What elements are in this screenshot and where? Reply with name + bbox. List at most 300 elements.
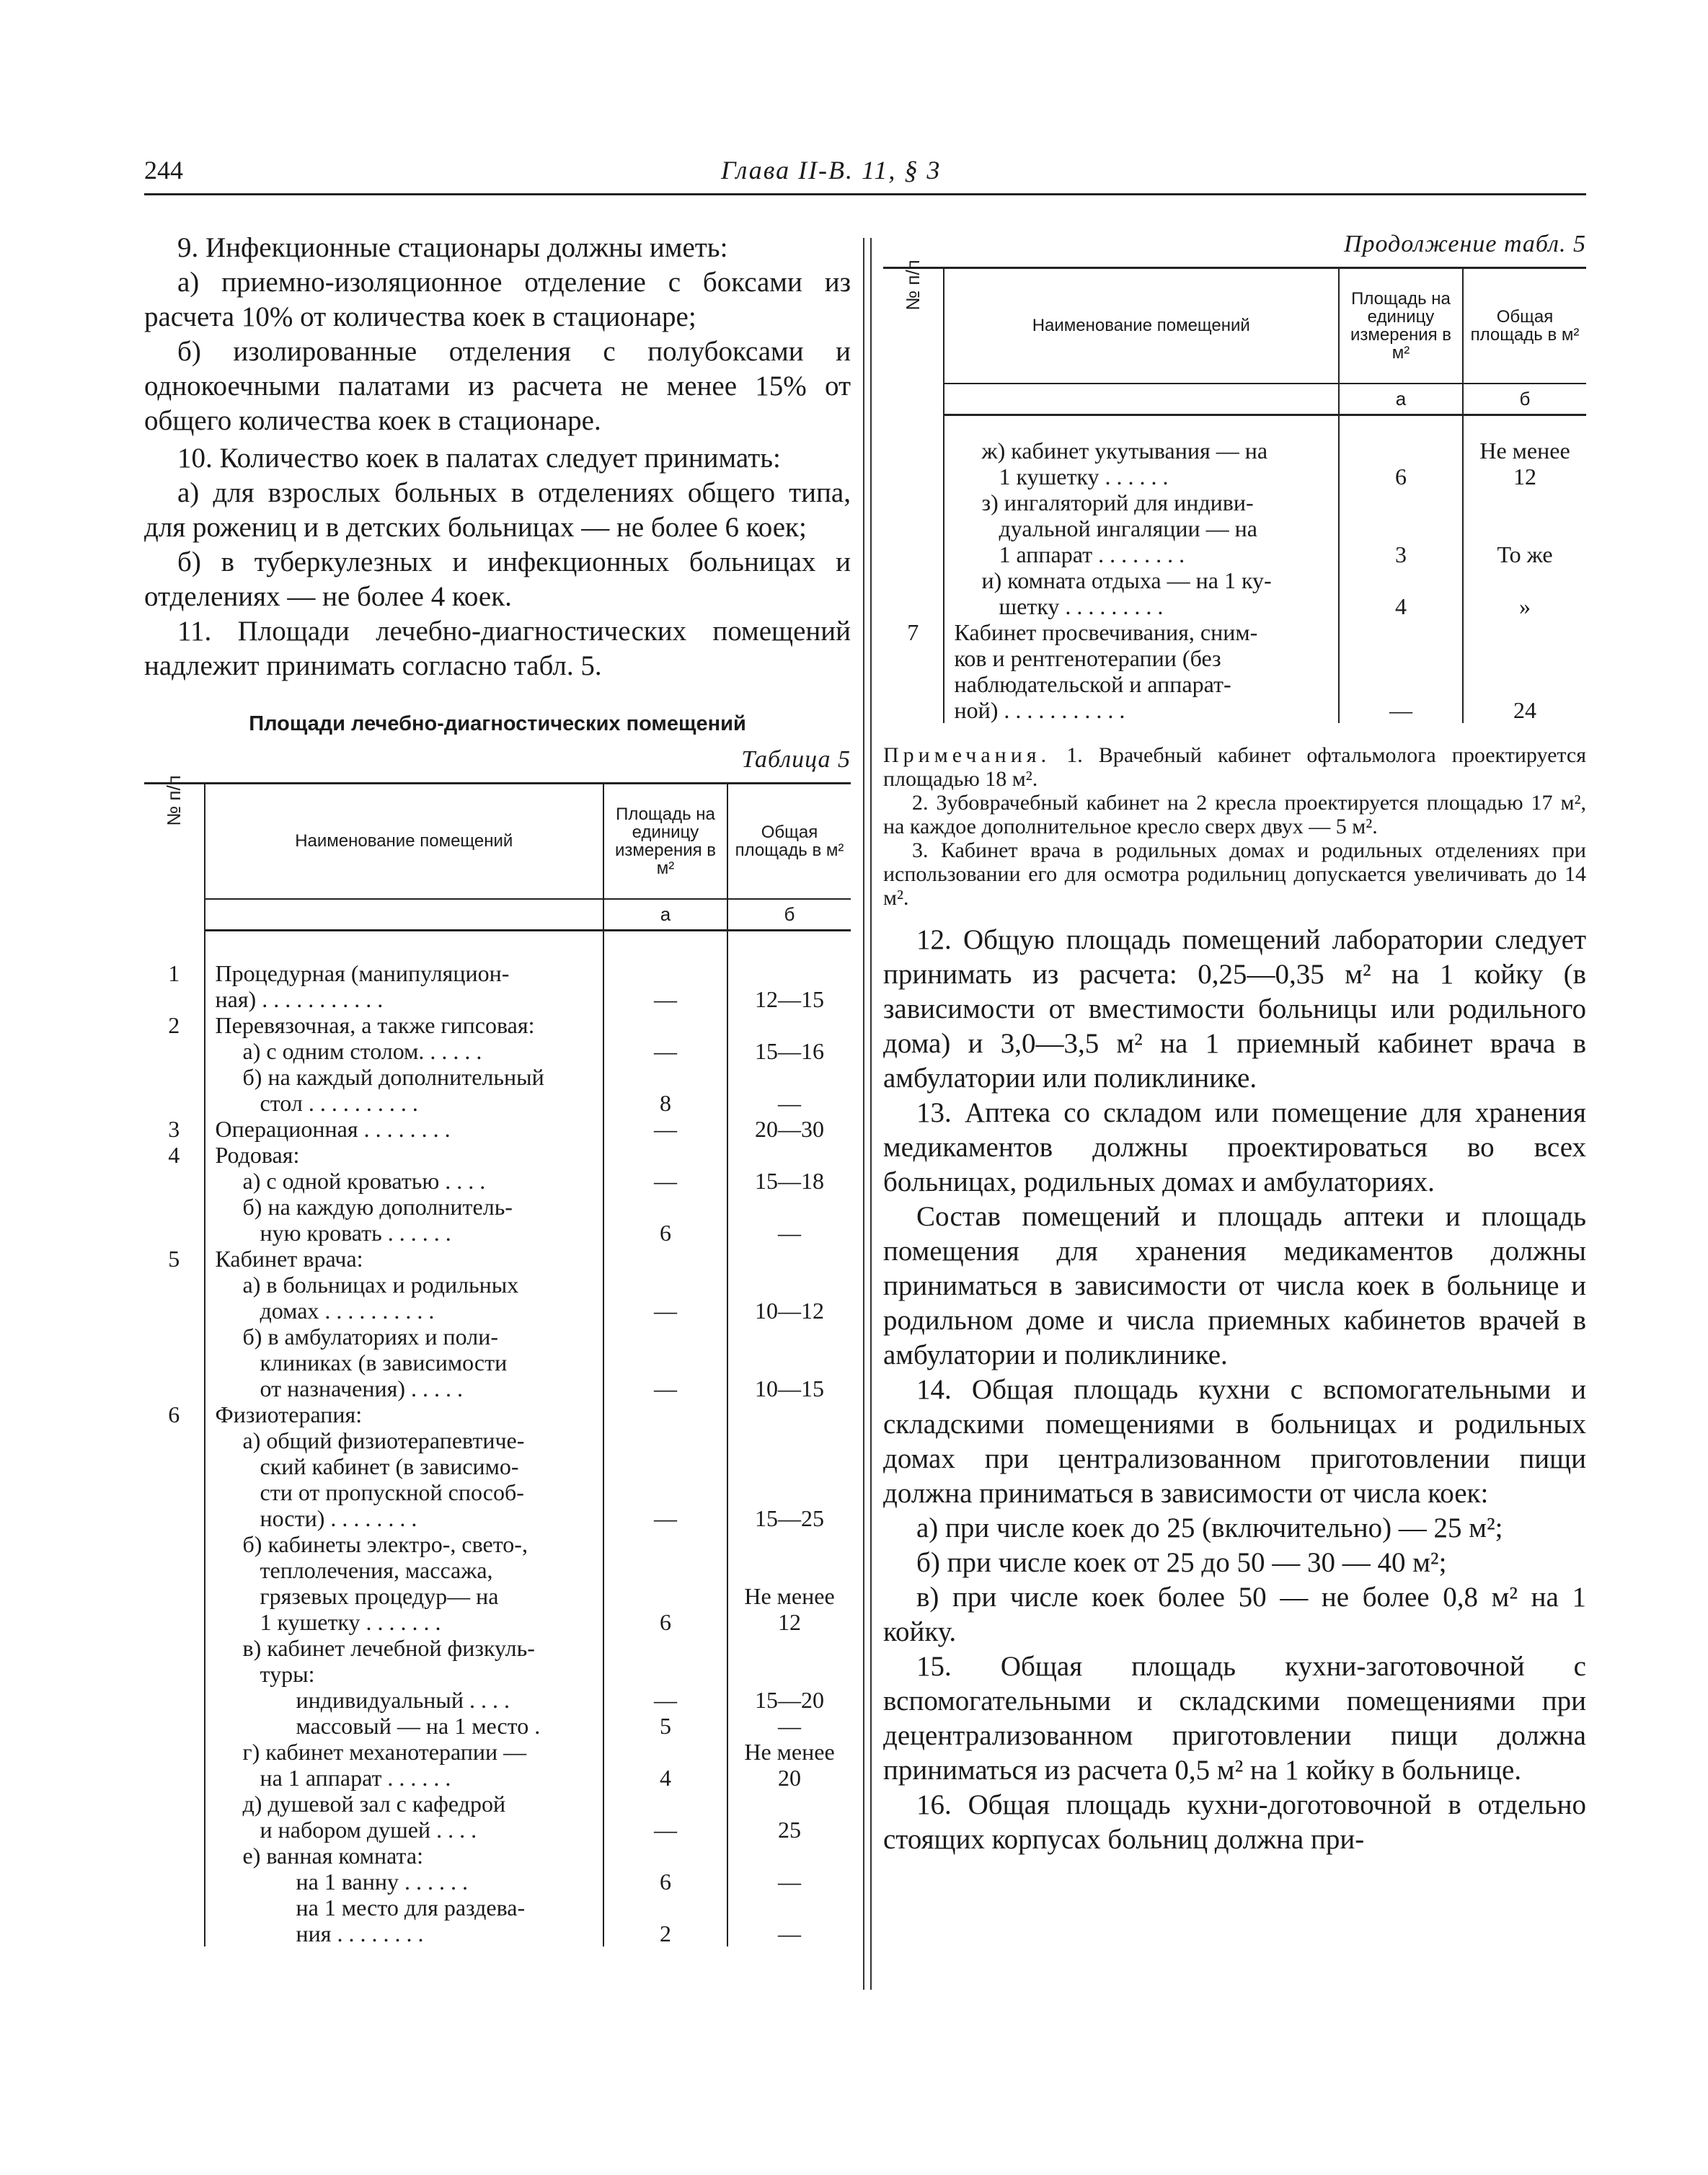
row-total-area-text: 15—16 <box>755 1037 824 1064</box>
row-unit-area <box>1339 464 1463 490</box>
row-total-area <box>727 1687 851 1713</box>
row-number <box>144 1713 205 1739</box>
row-name-text: наблюдательской и аппарат- <box>954 670 1231 697</box>
row-unit-area-text: — <box>654 1686 677 1713</box>
table-row <box>144 1350 851 1376</box>
row-unit-area <box>603 1064 727 1090</box>
row-name-text: от назначения) . . . . . <box>242 1375 463 1401</box>
row-total-area <box>727 1116 851 1142</box>
row-name <box>944 438 1340 464</box>
row-number <box>144 1895 205 1921</box>
table-row <box>144 1921 851 1946</box>
row-total-area <box>1463 619 1586 645</box>
row-total-area <box>727 960 851 986</box>
row-name-text: ной) . . . . . . . . . . . <box>954 696 1125 723</box>
row-total-area <box>727 986 851 1012</box>
table-row <box>144 1479 851 1505</box>
header-col-a: а <box>1339 384 1463 415</box>
row-name-text: массовый — на 1 место . <box>296 1712 541 1739</box>
row-number <box>144 1739 205 1765</box>
row-name <box>205 1168 604 1194</box>
table-row <box>144 960 851 986</box>
row-unit-area <box>603 1298 727 1324</box>
row-unit-area-text: — <box>654 1816 677 1843</box>
row-number-text: 7 <box>907 619 919 645</box>
row-unit-area <box>603 1220 727 1246</box>
row-number <box>883 645 944 671</box>
table-row <box>144 1012 851 1038</box>
row-name <box>205 1064 604 1090</box>
row-number <box>144 1220 205 1246</box>
row-name-text: на 1 ванну . . . . . . <box>296 1868 468 1895</box>
row-name-text: ков и рентгенотерапии (без <box>954 644 1221 671</box>
row-name <box>205 1427 604 1453</box>
row-total-area <box>727 1194 851 1220</box>
row-total-area <box>727 1142 851 1168</box>
row-number <box>144 1324 205 1350</box>
notes <box>883 743 1586 910</box>
row-total-area <box>1463 515 1586 541</box>
row-unit-area <box>603 1168 727 1194</box>
row-total-area-text: » <box>1519 593 1531 619</box>
row-name-text: стол . . . . . . . . . . <box>242 1089 418 1116</box>
row-unit-area <box>1339 697 1463 723</box>
row-total-area <box>727 1661 851 1687</box>
table-row <box>144 1090 851 1116</box>
table-spacer-row <box>883 415 1586 438</box>
row-number <box>883 567 944 593</box>
row-number <box>883 671 944 697</box>
row-unit-area <box>603 960 727 986</box>
row-name <box>205 1687 604 1713</box>
row-number <box>883 464 944 490</box>
note: 2. Зубоврачебный кабинет на 2 кресла проектируется площадью 17 м², на каждое дополнительное кресло сверх двух — 5 м². <box>883 790 1586 838</box>
row-number <box>144 1531 205 1557</box>
row-unit-area <box>603 1194 727 1220</box>
row-unit-area <box>603 1453 727 1479</box>
row-unit-area <box>603 1661 727 1687</box>
table-row <box>144 1869 851 1895</box>
row-total-area <box>727 1895 851 1921</box>
running-title: Глава II-В. 11, § 3 <box>721 156 942 185</box>
row-name-text: а) с одной кроватью . . . . <box>242 1167 486 1194</box>
row-number <box>144 1401 205 1427</box>
row-name <box>205 1479 604 1505</box>
table-body <box>144 930 851 1946</box>
row-name-text: теплолечения, массажа, <box>242 1556 493 1583</box>
row-name <box>205 1376 604 1401</box>
row-total-area-text: — <box>778 1712 801 1739</box>
table-row <box>883 541 1586 567</box>
table-row <box>883 464 1586 490</box>
row-unit-area <box>1339 671 1463 697</box>
row-number <box>144 986 205 1012</box>
spacer-cell <box>1339 415 1463 438</box>
row-unit-area <box>603 986 727 1012</box>
row-total-area <box>727 1531 851 1557</box>
row-total-area <box>727 1298 851 1324</box>
row-name-text: ная) . . . . . . . . . . . <box>215 985 384 1012</box>
table-row <box>883 593 1586 619</box>
row-name-text: Операционная . . . . . . . . <box>215 1115 451 1142</box>
row-name <box>205 1505 604 1531</box>
row-number <box>144 1298 205 1324</box>
row-name <box>205 1609 604 1635</box>
row-total-area <box>727 1220 851 1246</box>
row-total-area <box>727 1583 851 1609</box>
row-name-text: е) ванная комната: <box>242 1842 423 1869</box>
row-number-text: 2 <box>168 1011 180 1038</box>
paragraph: 13. Аптека со складом или помещение для хранения медикаментов должны проектироваться во всех больницах, родильных домах и амбулаториях. <box>883 1097 1586 1197</box>
row-name <box>205 1038 604 1064</box>
row-unit-area-text: 6 <box>660 1219 671 1246</box>
row-unit-area <box>603 1038 727 1064</box>
row-unit-area <box>603 1921 727 1946</box>
row-number <box>144 1479 205 1505</box>
paragraph: 12. Общую площадь помещений лаборатории следует принимать из расчета: 0,25—0,35 м² на 1 койку (в зависимости от вместимости больницы или родильного дома) и 3,0—3,5 м² на 1 приемный кабинет врача в амбулатории или поликлинике. <box>883 923 1586 1094</box>
row-total-area <box>727 1246 851 1272</box>
row-name-text: шетку . . . . . . . . . <box>981 593 1164 619</box>
row-number <box>144 1843 205 1869</box>
row-number <box>144 1791 205 1817</box>
row-total-area-text: 10—12 <box>755 1297 824 1324</box>
row-name-text: д) душевой зал с кафедрой <box>242 1790 506 1817</box>
row-name <box>205 1194 604 1220</box>
table-row <box>883 490 1586 515</box>
table-row <box>144 1817 851 1843</box>
paragraph: 9. Инфекционные стационары должны иметь: <box>177 232 728 263</box>
spacer-cell <box>944 415 1340 438</box>
row-unit-area <box>603 1142 727 1168</box>
row-unit-area <box>1339 567 1463 593</box>
row-name-text: б) на каждую дополнитель- <box>242 1193 513 1220</box>
row-total-area <box>727 1635 851 1661</box>
table-row <box>144 986 851 1012</box>
spacer-cell <box>603 930 727 960</box>
row-unit-area <box>603 1713 727 1739</box>
header-col-a: а <box>603 899 727 931</box>
row-name <box>205 1246 604 1272</box>
row-unit-area-text: 5 <box>660 1712 671 1739</box>
row-total-area <box>1463 567 1586 593</box>
row-number <box>144 1350 205 1376</box>
row-name-text: дуальной ингаляции — на <box>981 515 1257 541</box>
spacer-cell <box>205 930 604 960</box>
row-name <box>205 1635 604 1661</box>
table-5-continued <box>883 260 1586 723</box>
table-row <box>883 697 1586 723</box>
header-num: № п/п <box>883 268 944 415</box>
row-name <box>205 1220 604 1246</box>
row-total-area <box>727 1557 851 1583</box>
row-name <box>944 490 1340 515</box>
table-row <box>144 1401 851 1427</box>
row-name-text: б) кабинеты электро-, свето-, <box>242 1531 528 1557</box>
row-unit-area <box>1339 645 1463 671</box>
row-number-text: 4 <box>168 1141 180 1168</box>
row-total-area-text: — <box>778 1089 801 1116</box>
row-number <box>144 1765 205 1791</box>
table-row <box>144 1687 851 1713</box>
row-name <box>205 1895 604 1921</box>
row-total-area-text: Не менее <box>744 1738 835 1765</box>
row-total-area <box>727 1038 851 1064</box>
row-total-area <box>727 1791 851 1817</box>
row-name <box>944 697 1340 723</box>
row-total-area-text: 20 <box>778 1764 801 1791</box>
row-number <box>144 1505 205 1531</box>
row-name <box>205 1765 604 1791</box>
row-name-text: ную кровать . . . . . . <box>242 1219 451 1246</box>
row-name <box>205 1012 604 1038</box>
note: 1. Врачебный кабинет офтальмолога проектируется площадью 18 м². <box>883 743 1586 791</box>
table-row <box>883 645 1586 671</box>
table-row <box>144 1116 851 1142</box>
row-unit-area <box>603 1765 727 1791</box>
row-name <box>944 645 1340 671</box>
continuation-label: Продолжение табл. 5 <box>1343 231 1586 257</box>
column-divider <box>863 238 864 1990</box>
row-name-text: з) ингаляторий для индиви- <box>981 489 1254 515</box>
row-number <box>144 1557 205 1583</box>
row-unit-area-text: — <box>654 1375 677 1401</box>
table-row <box>144 1194 851 1220</box>
row-unit-area-text: 6 <box>660 1868 671 1895</box>
row-name-text: на 1 аппарат . . . . . . <box>242 1764 451 1791</box>
table-row <box>144 1064 851 1090</box>
row-name <box>205 1090 604 1116</box>
row-name-text: Кабинет врача: <box>215 1245 363 1272</box>
row-number <box>144 1687 205 1713</box>
paragraph: а) для взрослых больных в отделениях общего типа, для рожениц и в детских больницах — не более 6 коек; <box>144 477 851 543</box>
row-number <box>144 1064 205 1090</box>
table-row <box>144 1895 851 1921</box>
row-number <box>144 1609 205 1635</box>
table-row <box>144 1843 851 1869</box>
row-total-area <box>1463 671 1586 697</box>
table-row <box>144 1324 851 1350</box>
row-number <box>144 1012 205 1038</box>
row-total-area <box>727 1427 851 1453</box>
row-name <box>205 1116 604 1142</box>
table-row <box>144 1583 851 1609</box>
row-number <box>144 1194 205 1220</box>
row-name-text: б) на каждый дополнительный <box>242 1063 544 1090</box>
row-number <box>144 1817 205 1843</box>
row-number <box>144 1090 205 1116</box>
table-body <box>883 415 1586 723</box>
row-name-text: 1 кушетку . . . . . . <box>981 463 1169 490</box>
row-number <box>144 1038 205 1064</box>
row-unit-area <box>603 1869 727 1895</box>
row-total-area-text: — <box>778 1219 801 1246</box>
row-total-area-text: То же <box>1497 541 1553 567</box>
row-name <box>205 1557 604 1583</box>
column-divider <box>870 238 872 1990</box>
row-unit-area <box>603 1427 727 1453</box>
row-name-text: и) комната отдыха — на 1 ку- <box>981 567 1272 593</box>
row-unit-area <box>603 1116 727 1142</box>
row-unit-area <box>1339 541 1463 567</box>
paragraph: 15. Общая площадь кухни-заготовочной с вспомогательными и складскими помещениями при децентрализованном приготовлении пищи должна приниматься из расчета 0,5 м² на 1 койку в больнице. <box>883 1650 1586 1786</box>
table-row <box>144 1038 851 1064</box>
row-name-text: Физиотерапия: <box>215 1401 363 1427</box>
row-number <box>144 1142 205 1168</box>
table-row <box>144 1713 851 1739</box>
row-unit-area-text: — <box>654 985 677 1012</box>
row-number <box>883 619 944 645</box>
table-row <box>144 1739 851 1765</box>
row-number <box>144 1168 205 1194</box>
row-name <box>205 1350 604 1376</box>
row-name <box>205 1583 604 1609</box>
row-total-area-text: 15—20 <box>755 1686 824 1713</box>
spacer-cell <box>727 930 851 960</box>
header-total-area: Общая площадь в м² <box>727 784 851 899</box>
table-row <box>144 1531 851 1557</box>
row-total-area <box>727 1869 851 1895</box>
paragraph: 11. Площади лечебно-диагностических помещений надлежит принимать согласно табл. 5. <box>144 616 851 681</box>
row-number-text: 1 <box>168 960 180 986</box>
row-total-area <box>727 1765 851 1791</box>
row-number <box>144 1272 205 1298</box>
table-row <box>883 671 1586 697</box>
row-unit-area <box>603 1609 727 1635</box>
row-unit-area <box>603 1895 727 1921</box>
header-num: № п/п <box>144 784 205 931</box>
paragraph: Состав помещений и площадь аптеки и площадь помещения для хранения медикаментов должны приниматься в зависимости от числа коек в больнице и родильном доме и числа приемных кабинетов врачей в амбулатории и поликлинике. <box>883 1200 1586 1370</box>
row-total-area-text: Не менее <box>744 1582 835 1609</box>
row-name <box>944 515 1340 541</box>
row-unit-area-text: — <box>654 1297 677 1324</box>
row-name-text: ния . . . . . . . . <box>296 1920 424 1946</box>
row-name <box>944 464 1340 490</box>
row-name <box>944 619 1340 645</box>
row-name-text: в) кабинет лечебной физкуль- <box>242 1634 535 1661</box>
table-spacer-row <box>144 930 851 960</box>
row-total-area <box>1463 541 1586 567</box>
row-unit-area-text: 3 <box>1395 541 1407 567</box>
spacer-cell <box>1463 415 1586 438</box>
right-column <box>883 231 1586 1857</box>
row-number-text: 5 <box>168 1245 180 1272</box>
row-unit-area <box>603 1817 727 1843</box>
row-name <box>205 1843 604 1869</box>
row-unit-area <box>603 1687 727 1713</box>
header-rule <box>144 193 1586 195</box>
row-total-area <box>727 1921 851 1946</box>
row-unit-area-text: — <box>654 1505 677 1531</box>
row-number <box>144 1869 205 1895</box>
row-total-area <box>727 1817 851 1843</box>
row-number <box>883 593 944 619</box>
row-total-area <box>727 1505 851 1531</box>
row-name <box>205 1324 604 1350</box>
row-name-text: клиниках (в зависимости <box>242 1349 508 1376</box>
row-name-text: а) общий физиотерапевтиче- <box>242 1427 525 1453</box>
row-total-area-text: 15—25 <box>755 1505 824 1531</box>
table-row <box>144 1661 851 1687</box>
table-row <box>144 1791 851 1817</box>
row-number <box>144 1921 205 1946</box>
header-spacer <box>205 899 604 931</box>
row-number <box>144 1661 205 1687</box>
row-unit-area <box>1339 593 1463 619</box>
row-name-text: туры: <box>242 1660 315 1687</box>
row-name <box>205 1272 604 1298</box>
table-row <box>883 567 1586 593</box>
row-total-area <box>727 1609 851 1635</box>
table-row <box>144 1246 851 1272</box>
row-name <box>205 1298 604 1324</box>
paragraph: б) изолированные отделения с полубоксами и однокоечными палатами из расчета не менее 15% от общего количества коек в стационаре. <box>144 336 851 436</box>
row-total-area-text: 24 <box>1513 696 1536 723</box>
header-col-b: б <box>1463 384 1586 415</box>
row-total-area-text: 12—15 <box>755 985 824 1012</box>
row-total-area <box>727 1012 851 1038</box>
row-name <box>944 567 1340 593</box>
table-5 <box>144 775 851 1946</box>
row-unit-area <box>603 1635 727 1661</box>
spacer-cell <box>883 415 944 438</box>
row-total-area <box>727 1272 851 1298</box>
row-total-area <box>727 1453 851 1479</box>
row-total-area <box>727 1401 851 1427</box>
note: 3. Кабинет врача в родильных домах и родильных отделениях при использовании его для осмотра родильниц допускается увеличивать до 14 м². <box>883 838 1586 910</box>
paragraph: б) в туберкулезных и инфекционных больницах и отделениях — не более 4 коек. <box>144 546 851 612</box>
table-row <box>144 1557 851 1583</box>
paragraph: а) приемно-изоляционное отделение с боксами из расчета 10% от количества коек в стационаре; <box>144 267 851 332</box>
row-total-area <box>727 1324 851 1350</box>
paragraph: 10. Количество коек в палатах следует принимать: <box>177 443 781 474</box>
row-name-text: ности) . . . . . . . . <box>242 1505 417 1531</box>
row-number-text: 3 <box>168 1115 180 1142</box>
row-number <box>144 1427 205 1453</box>
row-total-area-text: 12 <box>1513 463 1536 490</box>
row-unit-area <box>603 1090 727 1116</box>
row-unit-area <box>603 1012 727 1038</box>
row-unit-area <box>603 1246 727 1272</box>
row-name-text: ж) кабинет укутывания — на <box>981 437 1268 464</box>
left-column <box>144 231 851 1946</box>
row-name-text: 1 кушетку . . . . . . . <box>242 1608 441 1635</box>
row-name-text: Родовая: <box>215 1141 300 1168</box>
row-name <box>205 1713 604 1739</box>
paragraph: в) при числе коек более 50 — не более 0,8 м² на 1 койку. <box>883 1581 1586 1647</box>
table-row <box>144 1298 851 1324</box>
paragraph: 14. Общая площадь кухни с вспомогательными и складскими помещениями в больницах и родильных домах при централизованном приготовлении пищи должна приниматься в зависимости от числа коек: <box>883 1373 1586 1509</box>
row-number <box>883 697 944 723</box>
table-row <box>144 1272 851 1298</box>
header-name: Наименование помещений <box>205 784 604 899</box>
row-number <box>144 1116 205 1142</box>
table-row <box>144 1220 851 1246</box>
row-unit-area <box>603 1739 727 1765</box>
row-total-area-text: Не менее <box>1479 437 1570 464</box>
row-total-area-text: 15—18 <box>755 1167 824 1194</box>
row-total-area <box>727 1350 851 1376</box>
row-unit-area-text: — <box>654 1115 677 1142</box>
row-number <box>144 960 205 986</box>
row-name <box>205 1791 604 1817</box>
row-unit-area <box>603 1324 727 1350</box>
header-spacer <box>944 384 1340 415</box>
row-number <box>144 1635 205 1661</box>
row-unit-area-text: 8 <box>660 1089 671 1116</box>
row-name-text: ский кабинет (в зависимо- <box>242 1453 519 1479</box>
row-name <box>205 1739 604 1765</box>
header-unit-area: Площадь на единицу измерения в м² <box>603 784 727 899</box>
